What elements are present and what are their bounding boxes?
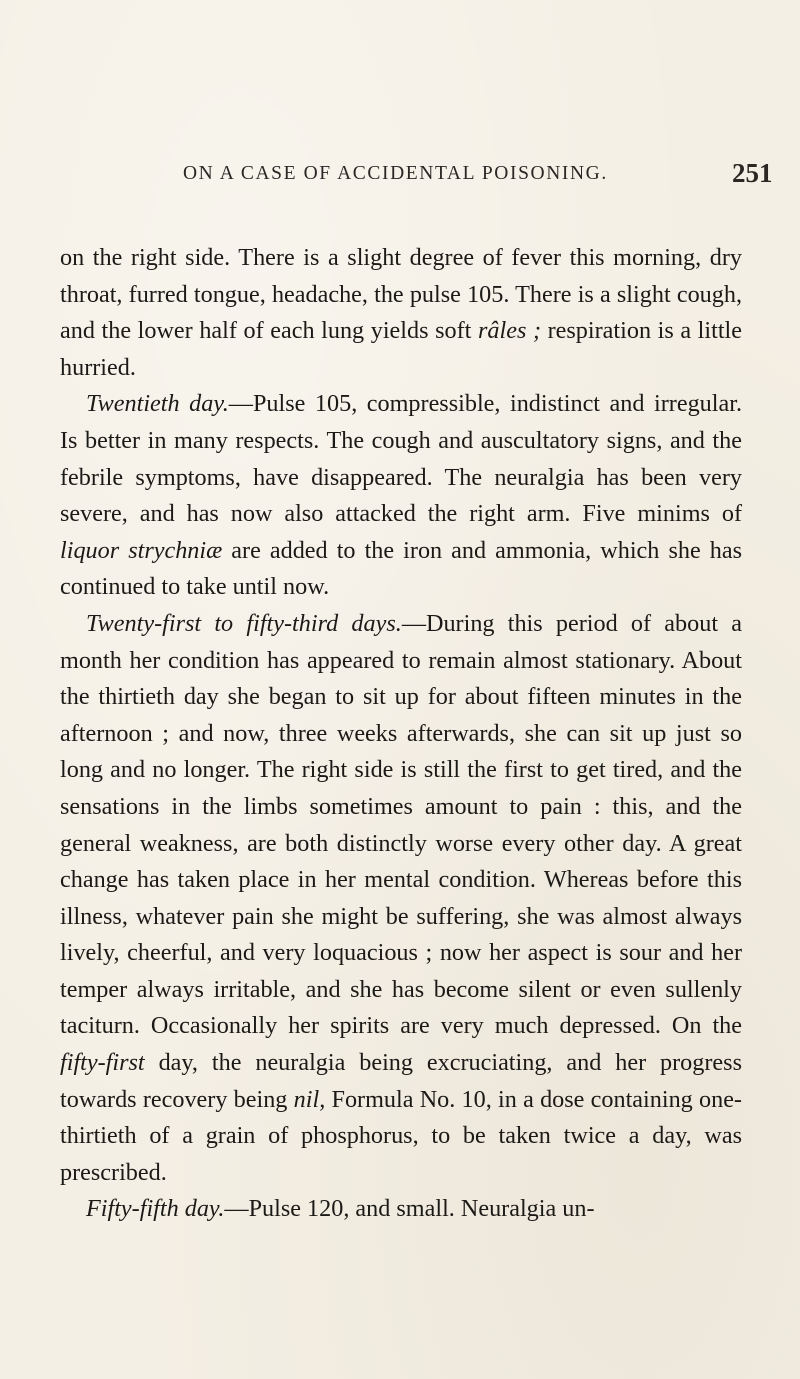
paragraph-2-text: —Pulse 105, compressible, indistinct and irregular. Is better in many respects. The cough and auscultatory signs, and the febrile symptoms, have disappeared. The neuralgia has been very severe, and has now also attacked the right arm. Five minims of	[60, 390, 742, 528]
body-text	[60, 240, 742, 1228]
paragraph-fifty-fifth-day	[60, 1191, 742, 1228]
paragraph-2-heading: Twentieth day.	[86, 390, 229, 418]
paragraph-2-italic: liquor strychniæ	[60, 536, 223, 564]
paragraph-3-italic-2: nil,	[293, 1085, 326, 1113]
paragraph-2-text-end: are added to the iron and ammonia, which she has continued to take until now.	[60, 536, 742, 601]
paragraph-continuation	[60, 240, 742, 386]
paragraph-4-text: —Pulse 120, and small. Neuralgia un-	[224, 1195, 595, 1223]
paragraph-3-italic-1: fifty-first	[60, 1049, 145, 1077]
paragraph-3-text-3: Formula No. 10, in a dose containing one-thirtieth of a grain of phosphorus, to be taken twice a day, was prescribed.	[60, 1085, 742, 1186]
paragraph-3-heading: Twenty-first to fifty-third days.	[86, 609, 402, 637]
paragraph-1-italic: râles ;	[477, 317, 542, 345]
paragraph-1-text: on the right side. There is a slight degree of fever this morning, dry throat, furred tongue, headache, the pulse 105. There is a slight cough, and the lower half of each lung yields soft	[60, 244, 742, 345]
paragraph-twenty-first-to-fifty-third	[60, 606, 742, 1192]
paragraph-3-text: —During this period of about a month her condition has appeared to remain almost stationary. About the thirtieth day she began to sit up for about fifteen minutes in the afternoon ; and now, three weeks afterwards, she can sit up just so long and no longer. The right side is still the first to get tired, and the sensations in the limbs sometimes amount to pain : this, and the general weakness, are both distinctly worse every other day. A great change has taken place in her mental condition. Whereas before this illness, whatever pain she might be suffering, she was almost always lively, cheerful, and very loquacious ; now her aspect is sour and her temper always irritable, and she has become silent or even sullenly taciturn. Occasionally her spirits are very much depressed. On the	[60, 609, 743, 1040]
paragraph-1-text-end: respiration is a little hurried.	[60, 317, 743, 381]
page-number: 251	[732, 158, 773, 188]
paragraph-twentieth-day	[60, 386, 742, 606]
paragraph-4-heading: Fifty-fifth day.	[86, 1195, 225, 1223]
paragraph-3-text-2: day, the neuralgia being excruciating, and her progress towards recovery being	[60, 1049, 742, 1113]
running-header-title: ON A CASE OF ACCIDENTAL POISONING.	[183, 163, 608, 184]
